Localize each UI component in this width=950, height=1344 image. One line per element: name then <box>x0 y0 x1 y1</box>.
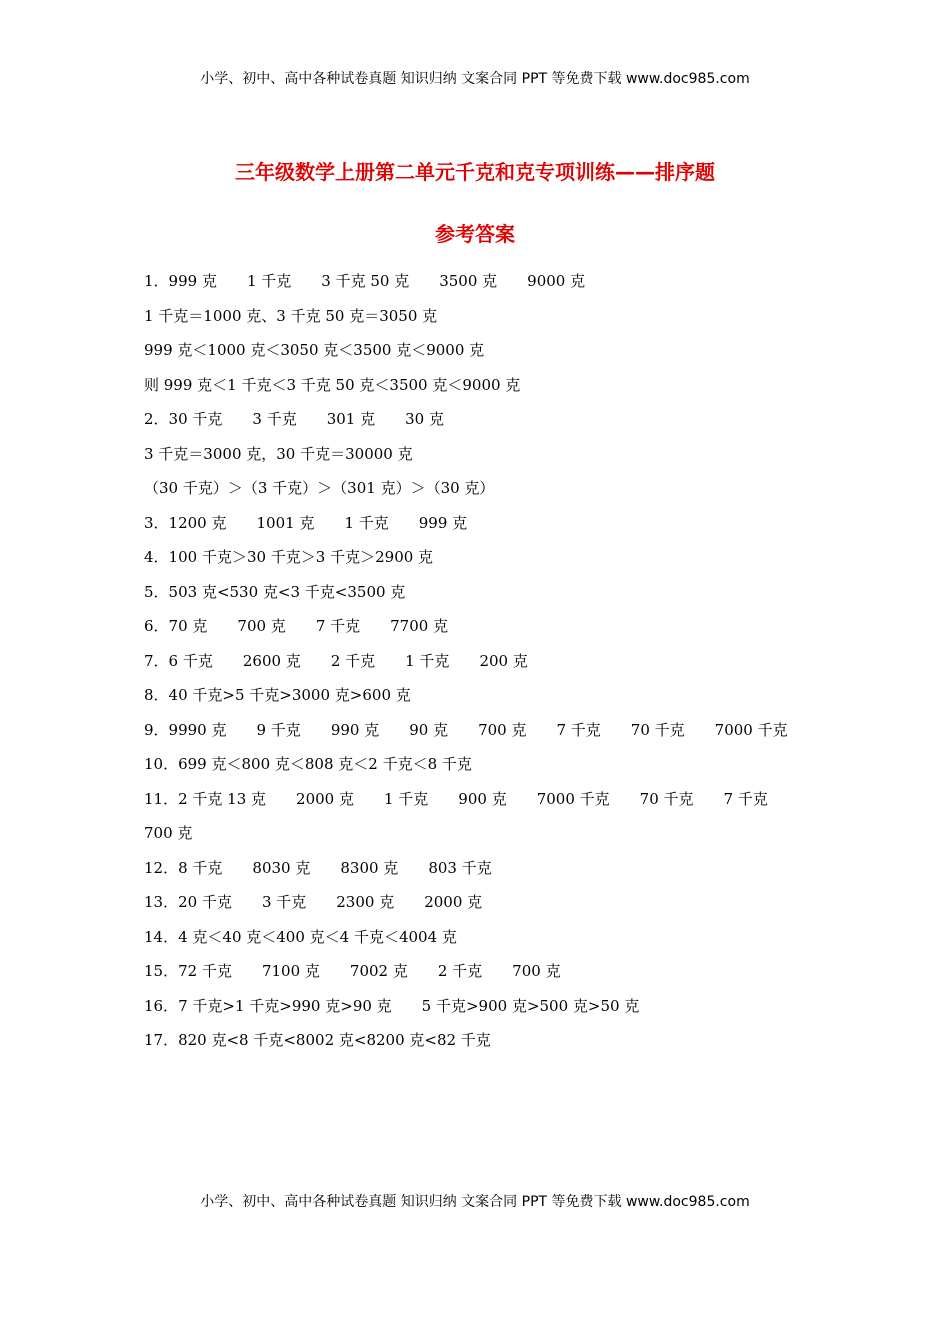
answer-item: 1．999 克 <box>144 272 217 290</box>
answer-item: 200 克 <box>479 651 528 670</box>
answer-item: 7 千克 <box>556 720 601 739</box>
answer-item: 8030 克 <box>252 858 311 877</box>
answer-item: 1 千克 <box>383 789 429 808</box>
answer-line <box>144 958 824 993</box>
answer-item: 7 千克 <box>723 789 768 808</box>
answer-item: 2300 克 <box>336 893 395 911</box>
answer-item: 9000 克 <box>527 272 586 290</box>
answer-item: 3．1200 克 <box>144 513 227 532</box>
answer-item: 70 千克 <box>639 789 694 808</box>
answer-line <box>144 613 824 648</box>
answer-item: 13．20 千克 <box>144 893 232 911</box>
document-title: 三年级数学上册第二单元千克和克专项训练——排序题 <box>235 160 715 184</box>
answer-line <box>144 648 824 683</box>
answer-item: 2000 克 <box>296 789 354 808</box>
answer-item: 700 克 <box>144 824 193 842</box>
answer-item: 999 克＜1000 克＜3050 克＜3500 克＜9000 克 <box>144 341 485 359</box>
answer-line <box>144 682 824 717</box>
answer-line <box>144 475 824 510</box>
answer-item: 9．9990 克 <box>144 720 227 739</box>
answer-item: 301 克 <box>326 410 376 428</box>
answer-line <box>144 786 824 821</box>
answer-item: 7 千克 <box>315 617 361 635</box>
answer-line <box>144 1027 824 1062</box>
answer-item: 7000 千克 <box>714 720 788 739</box>
answer-item: 则 999 克＜1 千克＜3 千克 50 克＜3500 克＜9000 克 <box>144 375 521 394</box>
answer-line <box>144 889 824 924</box>
answer-item: 16．7 千克>1 千克>990 克>90 克 <box>144 996 392 1015</box>
answer-line <box>144 372 824 407</box>
answer-item: 3 千克＝3000 克，30 千克＝30000 克 <box>144 444 413 463</box>
answer-line <box>144 820 824 855</box>
answer-item: 700 克 <box>237 617 286 635</box>
answer-item: 90 克 <box>409 720 449 739</box>
answer-item: 2 千克 <box>437 962 483 980</box>
answer-item: 70 千克 <box>630 720 685 739</box>
answer-line <box>144 993 824 1028</box>
answer-item: 999 克 <box>418 513 468 532</box>
answer-item: 1 千克 <box>344 513 389 532</box>
answer-item: 9 千克 <box>256 720 301 739</box>
answer-item: 1 千克 <box>405 651 450 670</box>
answer-item: 1 千克＝1000 克、3 千克 50 克＝3050 克 <box>144 306 438 325</box>
answer-item: 10．699 克＜800 克＜808 克＜2 千克＜8 千克 <box>144 755 472 773</box>
answer-item: 14．4 克＜40 克＜400 克＜4 千克＜4004 克 <box>144 927 457 946</box>
answer-line <box>144 510 824 545</box>
answer-line <box>144 406 824 441</box>
answer-item: 2000 克 <box>424 893 483 911</box>
answer-item: 2 千克 <box>330 651 376 670</box>
answer-item: 2600 克 <box>242 651 301 670</box>
page-footer: 小学、初中、高中各种试卷真题 知识归纳 文案合同 PPT 等免费下载 www.doc985.com <box>200 1194 750 1210</box>
answer-item: 2．30 千克 <box>144 410 223 428</box>
answer-item: 1 千克 <box>246 272 292 290</box>
answer-item: 15．72 千克 <box>144 962 232 980</box>
answer-item: 3500 克 <box>439 272 498 290</box>
answer-item: 1001 克 <box>256 513 315 532</box>
page-header: 小学、初中、高中各种试卷真题 知识归纳 文案合同 PPT 等免费下载 www.doc985.com <box>200 71 750 87</box>
answer-line <box>144 855 824 890</box>
answer-line <box>144 337 824 372</box>
answer-line <box>144 544 824 579</box>
answer-item: 8．40 千克>5 千克>3000 克>600 克 <box>144 686 411 704</box>
answer-item: 990 克 <box>330 720 380 739</box>
answer-item: 700 克 <box>478 720 527 739</box>
answer-item: 7002 克 <box>349 962 408 980</box>
answer-item: 700 克 <box>512 962 561 980</box>
answer-item: 3 千克 <box>252 410 297 428</box>
answer-item: 17．820 克<8 千克<8002 克<8200 克<82 千克 <box>144 1031 491 1049</box>
answer-item: 803 千克 <box>428 858 492 877</box>
answer-item: 11．2 千克 13 克 <box>144 789 267 808</box>
answer-item: 900 克 <box>458 789 507 808</box>
answer-item: 8300 克 <box>340 858 399 877</box>
answer-key-heading: 参考答案 <box>435 222 515 246</box>
answer-item: 4．100 千克＞30 千克＞3 千克＞2900 克 <box>144 548 434 566</box>
answer-item: 7700 克 <box>390 617 449 635</box>
answer-item: 3 千克 <box>261 893 307 911</box>
answer-line <box>144 751 824 786</box>
answer-item: 7000 千克 <box>536 789 610 808</box>
answer-item: 7100 克 <box>261 962 320 980</box>
answer-item: 3 千克 50 克 <box>321 272 410 290</box>
answer-item: （30 千克）＞（3 千克）＞（301 克）＞（30 克） <box>144 479 495 497</box>
answer-item: 5 千克>900 克>500 克>50 克 <box>421 996 640 1015</box>
answer-line <box>144 303 824 338</box>
answer-line <box>144 579 824 614</box>
answer-item: 12．8 千克 <box>144 858 223 877</box>
answer-line <box>144 268 824 303</box>
answer-line <box>144 441 824 476</box>
answer-line <box>144 717 824 752</box>
answer-item: 5．503 克<530 克<3 千克<3500 克 <box>144 582 406 601</box>
answer-line <box>144 924 824 959</box>
answer-item: 30 克 <box>405 410 444 428</box>
answer-item: 7．6 千克 <box>144 651 213 670</box>
answer-item: 6．70 克 <box>144 617 208 635</box>
answer-list <box>144 268 824 1062</box>
